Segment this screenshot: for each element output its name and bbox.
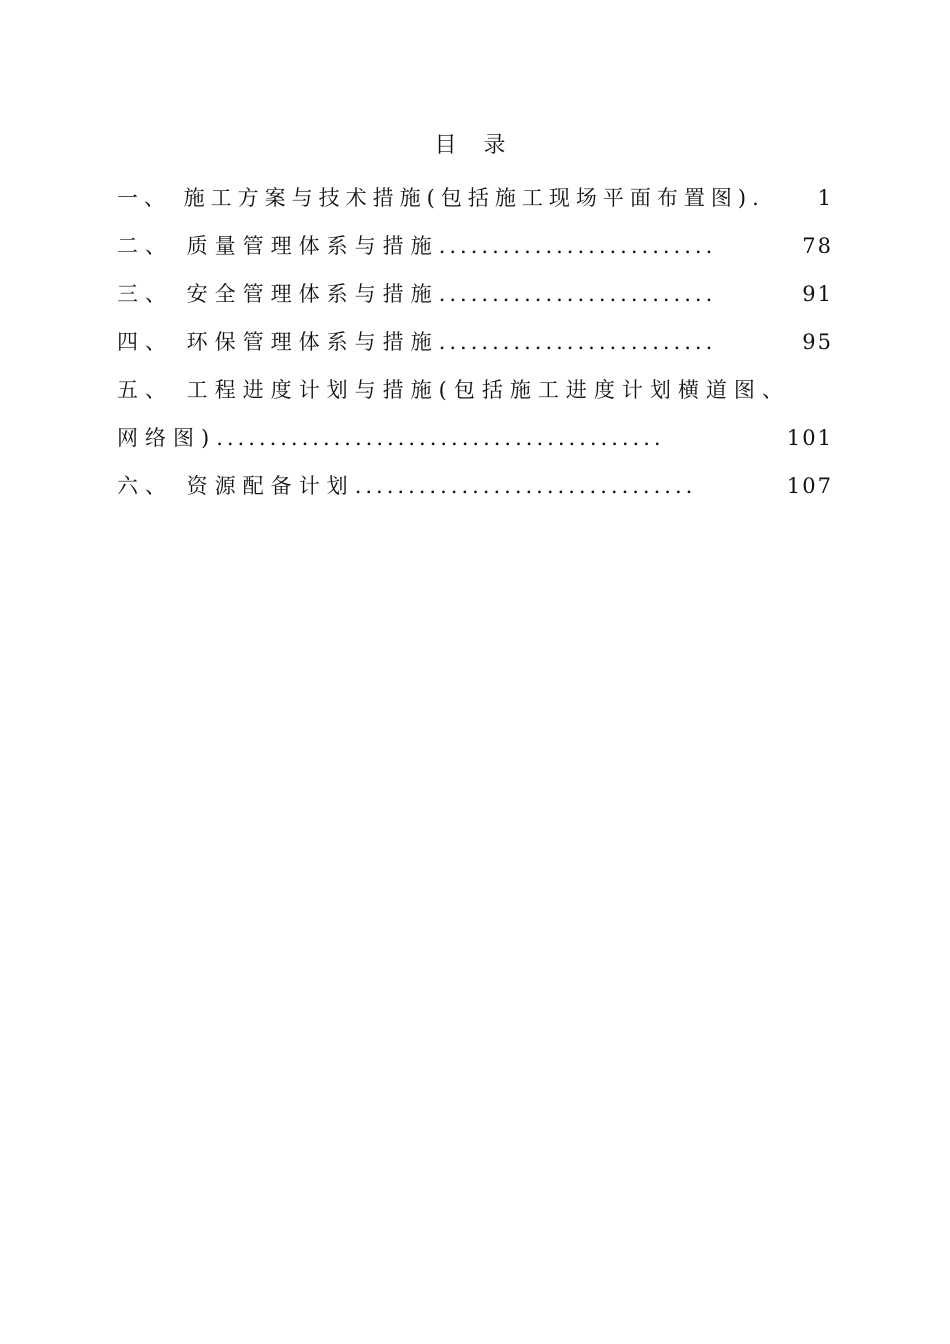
- toc-leader: .: [752, 186, 763, 210]
- toc-entry-label: 一、 施工方案与技术措施(包括施工现场平面布置图): [117, 186, 753, 210]
- toc-title: 目 录: [434, 133, 516, 158]
- toc-entry[interactable]: [117, 366, 833, 414]
- toc-entry-label: 三、 安全管理体系与措施: [117, 282, 439, 306]
- toc-leader: ..........................: [438, 282, 717, 306]
- toc-entry[interactable]: [117, 462, 833, 510]
- toc-entry-label: 网络图): [117, 426, 217, 450]
- toc-page-number: 91: [802, 282, 833, 306]
- toc-entry[interactable]: [117, 270, 833, 318]
- toc-entry-continuation[interactable]: [117, 414, 833, 462]
- toc-leader: ..........................................: [216, 426, 665, 450]
- toc-page-number: 101: [786, 426, 833, 450]
- toc-page-number: 107: [786, 474, 833, 498]
- toc-leader: ..........................: [438, 234, 717, 258]
- toc-entry-label: 五、 工程进度计划与措施(包括施工进度计划横道图、: [117, 378, 790, 402]
- toc-entry[interactable]: [117, 222, 833, 270]
- toc-entry-label: 四、 环保管理体系与措施: [117, 330, 439, 354]
- toc-entry-label: 六、 资源配备计划: [117, 474, 355, 498]
- toc-entry[interactable]: [117, 174, 833, 222]
- toc-entry-label: 二、 质量管理体系与措施: [117, 234, 439, 258]
- toc-entry[interactable]: [117, 318, 833, 366]
- toc-leader: ..........................: [438, 330, 717, 354]
- toc-page-number: 1: [817, 186, 833, 210]
- toc-page-number: 95: [802, 330, 833, 354]
- table-of-contents: [117, 174, 833, 510]
- toc-leader: ................................: [354, 474, 697, 498]
- toc-page-number: 78: [802, 234, 833, 258]
